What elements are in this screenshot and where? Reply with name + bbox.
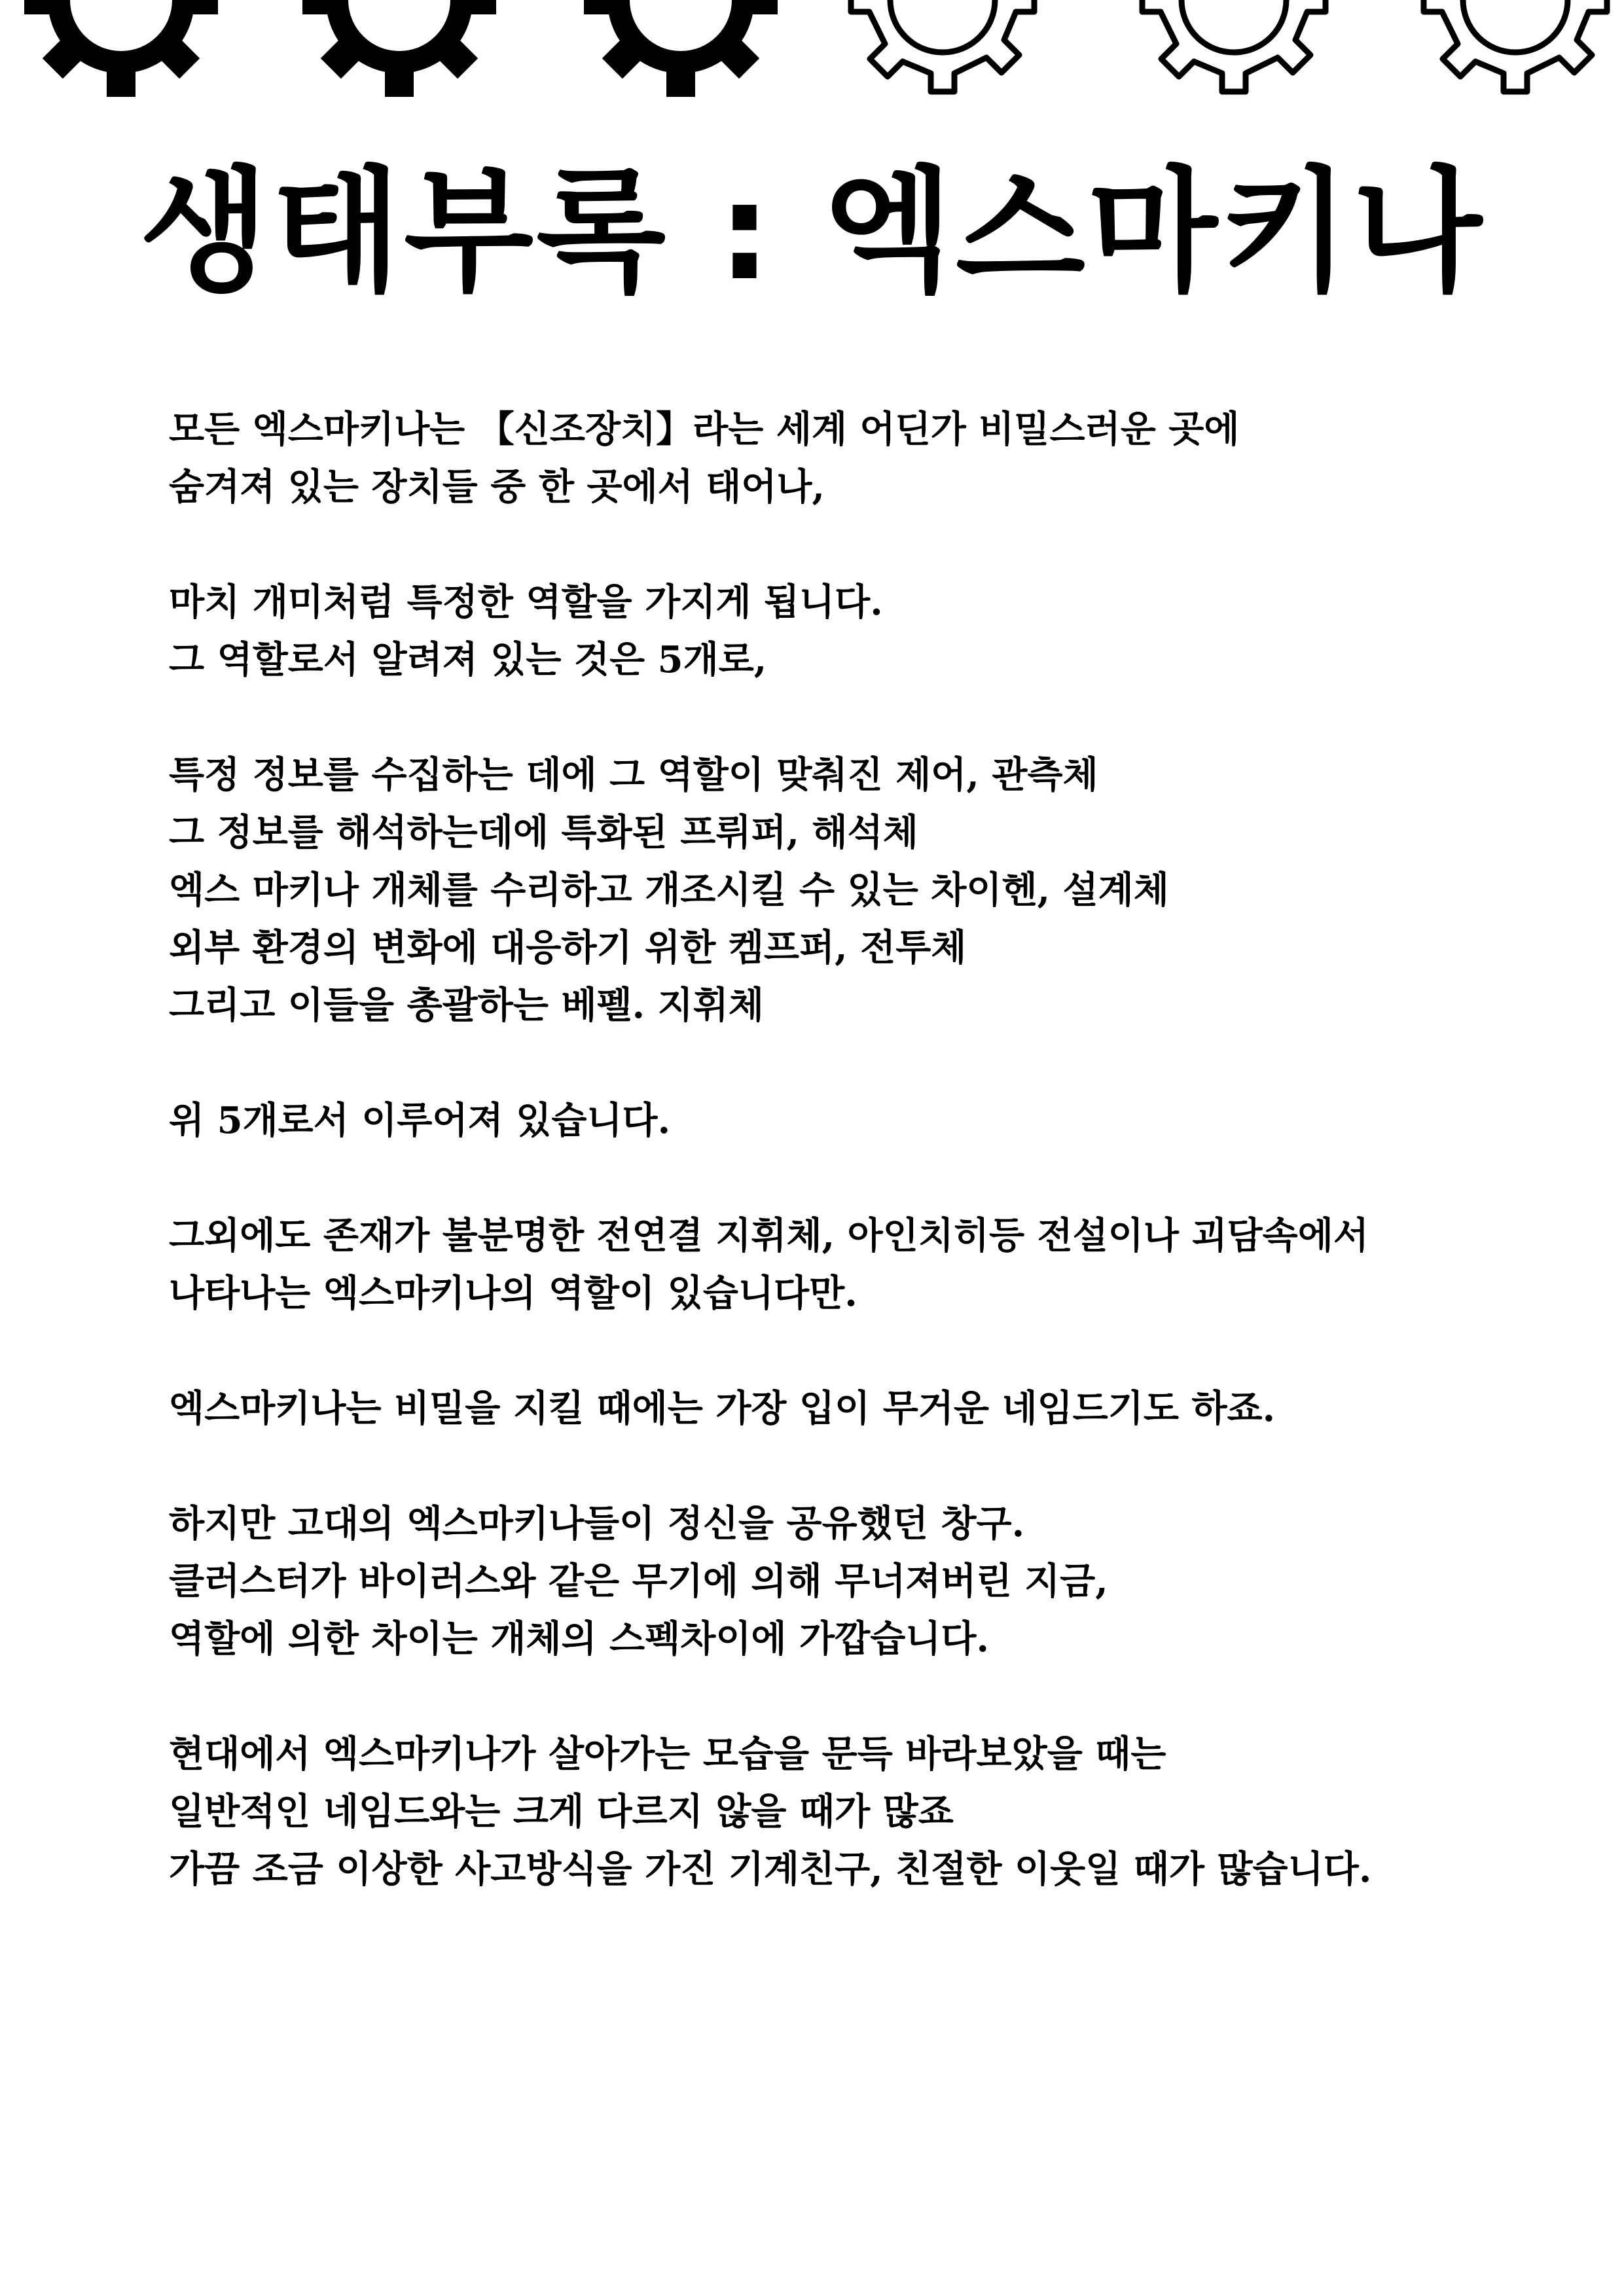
gear-filled-icon [301, 0, 497, 98]
gear-filled-icon [583, 0, 779, 98]
text-line: 엑스마키나는 비밀을 지킬 때에는 가장 입이 무거운 네임드기도 하죠. [169, 1387, 1276, 1430]
text-line: 엑스 마키나 개체를 수리하고 개조시킬 수 있는 차이헨, 설계체 [169, 869, 1169, 912]
paragraph-gap [169, 1149, 1576, 1207]
gear-outline-icon [844, 0, 1041, 98]
text-line: 외부 환경의 변화에 대응하기 위한 켐프퍼, 전투체 [169, 926, 967, 969]
paragraph-gap [169, 1322, 1576, 1380]
paragraph-gap [169, 689, 1576, 746]
text-line: 그 정보를 해석하는데에 특화된 프뤼퍼, 해석체 [169, 811, 918, 854]
gear-filled-icon [23, 0, 219, 98]
gear-banner [0, 0, 1624, 105]
gear-outline-icon [1136, 0, 1332, 98]
gear-outline-icon [1417, 0, 1614, 98]
paragraph-gap [169, 1437, 1576, 1495]
text-line: 역할에 의한 차이는 개체의 스펙차이에 가깝습니다. [169, 1617, 989, 1660]
text-line: 나타나는 엑스마키나의 역할이 있습니다만. [169, 1272, 857, 1315]
text-line: 마치 개미처럼 특정한 역할을 가지게 됩니다. [169, 581, 883, 624]
paragraph-gap [169, 516, 1576, 573]
text-line: 그외에도 존재가 불분명한 전연결 지휘체, 아인치히등 전설이나 괴담속에서 [169, 1214, 1369, 1257]
text-line: 그 역할로서 알려져 있는 것은 5개로, [169, 638, 767, 681]
text-line: 모든 엑스마키나는 【신조장치】라는 세계 어딘가 비밀스러운 곳에 [169, 408, 1240, 451]
paragraph-gap [169, 1034, 1576, 1092]
paragraph-gap [169, 1668, 1576, 1725]
text-line: 가끔 조금 이상한 사고방식을 가진 기계친구, 친절한 이웃일 때가 많습니다. [169, 1848, 1372, 1891]
text-line: 숨겨져 있는 장치들 중 한 곳에서 태어나, [169, 465, 825, 509]
body-text [169, 401, 1576, 1898]
text-line: 현대에서 엑스마키나가 살아가는 모습을 문득 바라보았을 때는 [169, 1732, 1166, 1776]
text-line: 위 5개로서 이루어져 있습니다. [169, 1099, 671, 1142]
text-line: 특정 정보를 수집하는 데에 그 역할이 맞춰진 제어, 관측체 [169, 753, 1098, 797]
page-title: 생태부록 : 엑스마키나 [139, 154, 1485, 310]
text-line: 일반적인 네임드와는 크게 다르지 않을 때가 많죠 [169, 1790, 954, 1833]
text-line: 하지만 고대의 엑스마키나들이 정신을 공유했던 창구. [169, 1502, 1025, 1545]
text-line: 클러스터가 바이러스와 같은 무기에 의해 무너져버린 지금, [169, 1560, 1108, 1603]
text-line: 그리고 이들을 총괄하는 베펠. 지휘체 [169, 984, 764, 1027]
